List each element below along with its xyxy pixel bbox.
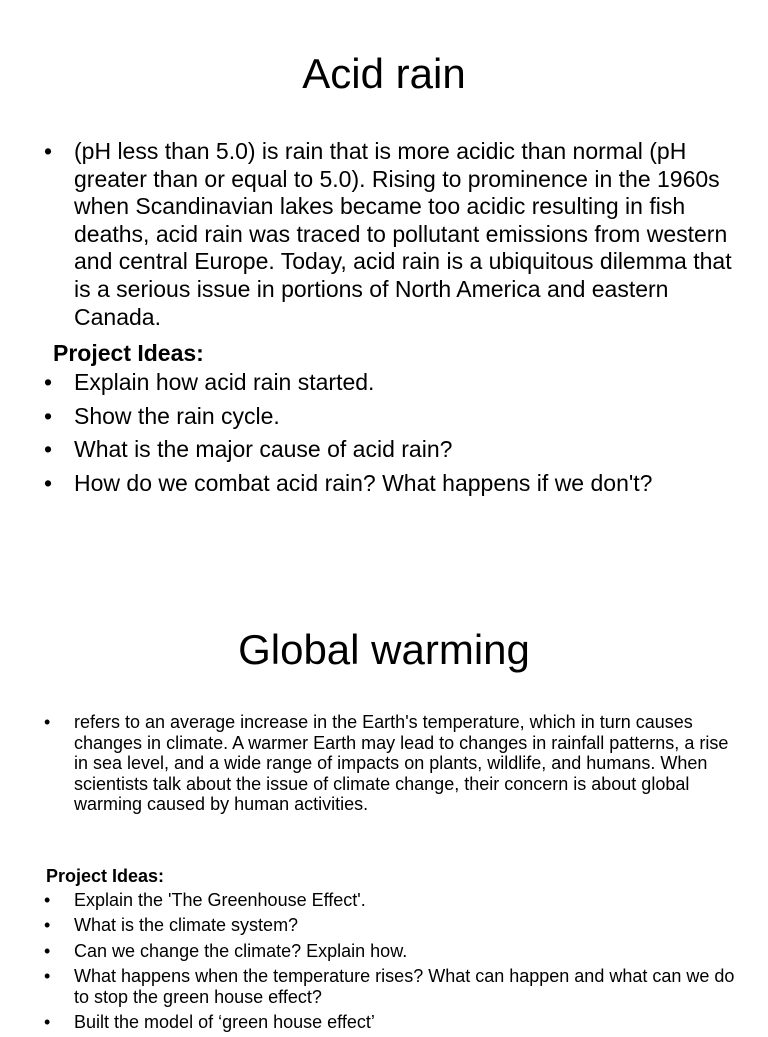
idea-text: What is the major cause of acid rain? <box>74 436 453 462</box>
bullet-icon: • <box>44 1012 51 1033</box>
bullet-icon: • <box>44 436 53 462</box>
bullet-icon: • <box>44 940 51 961</box>
bullet-icon: • <box>44 138 53 164</box>
intro-text: refers to an average increase in the Earth's temperature, which in turn causes changes in climate. A warmer Earth may lead to changes in rainfall patterns, a rise in sea level, and a wide range of impacts on plants, wildlife, and humans. When scientists talk about the issue of climate change, their concern is about global warming caused by human activities. <box>74 712 729 815</box>
bullet-icon: • <box>44 402 53 429</box>
intro-list <box>44 138 734 331</box>
list-item <box>44 403 744 430</box>
project-ideas-heading: Project Ideas: <box>46 866 165 886</box>
idea-text: What happens when the temperature rises? What can happen and what can we do to stop the green house effect? <box>74 966 735 1007</box>
project-ideas-list <box>44 369 744 503</box>
list-item <box>44 369 744 396</box>
slide-title: Global warming <box>238 626 530 673</box>
project-ideas-list <box>44 890 744 1037</box>
intro-item <box>44 138 734 331</box>
intro-list <box>44 712 734 815</box>
idea-text: Explain the 'The Greenhouse Effect'. <box>74 890 366 910</box>
list-item <box>44 470 744 497</box>
slide-title: Acid rain <box>302 50 466 97</box>
list-item <box>44 915 744 935</box>
list-item <box>44 966 744 1007</box>
idea-text: What is the climate system? <box>74 915 299 936</box>
slide-global-warming <box>0 540 768 1033</box>
idea-text: Built the model of ‘green house effect’ <box>74 1012 375 1033</box>
bullet-icon: • <box>44 369 53 395</box>
idea-text: Can we change the climate? Explain how. <box>74 940 408 961</box>
idea-text: Show the rain cycle. <box>74 402 280 429</box>
list-item <box>44 890 744 910</box>
project-ideas-heading: Project Ideas: <box>53 340 204 366</box>
bullet-icon: • <box>44 712 51 732</box>
bullet-icon: • <box>44 966 51 987</box>
bullet-icon: • <box>44 915 51 936</box>
idea-text: How do we combat acid rain? What happens if we don't? <box>74 469 653 496</box>
list-item <box>44 941 744 961</box>
intro-item <box>44 712 734 815</box>
list-item <box>44 1012 744 1032</box>
idea-text: Explain how acid rain started. <box>74 369 375 395</box>
list-item <box>44 436 744 463</box>
bullet-icon: • <box>44 469 53 496</box>
intro-text: (pH less than 5.0) is rain that is more acidic than normal (pH greater than or equal to 5.0). Rising to prominence in the 1960s when Scandinavian lakes became too acidic resulting in fish deaths, acid rain was traced to pollutant emissions from western and central Europe. Today, acid rain is a ubiquitous dilemma that is a serious issue in portions of North America and eastern Canada. <box>74 138 732 330</box>
bullet-icon: • <box>44 890 51 910</box>
